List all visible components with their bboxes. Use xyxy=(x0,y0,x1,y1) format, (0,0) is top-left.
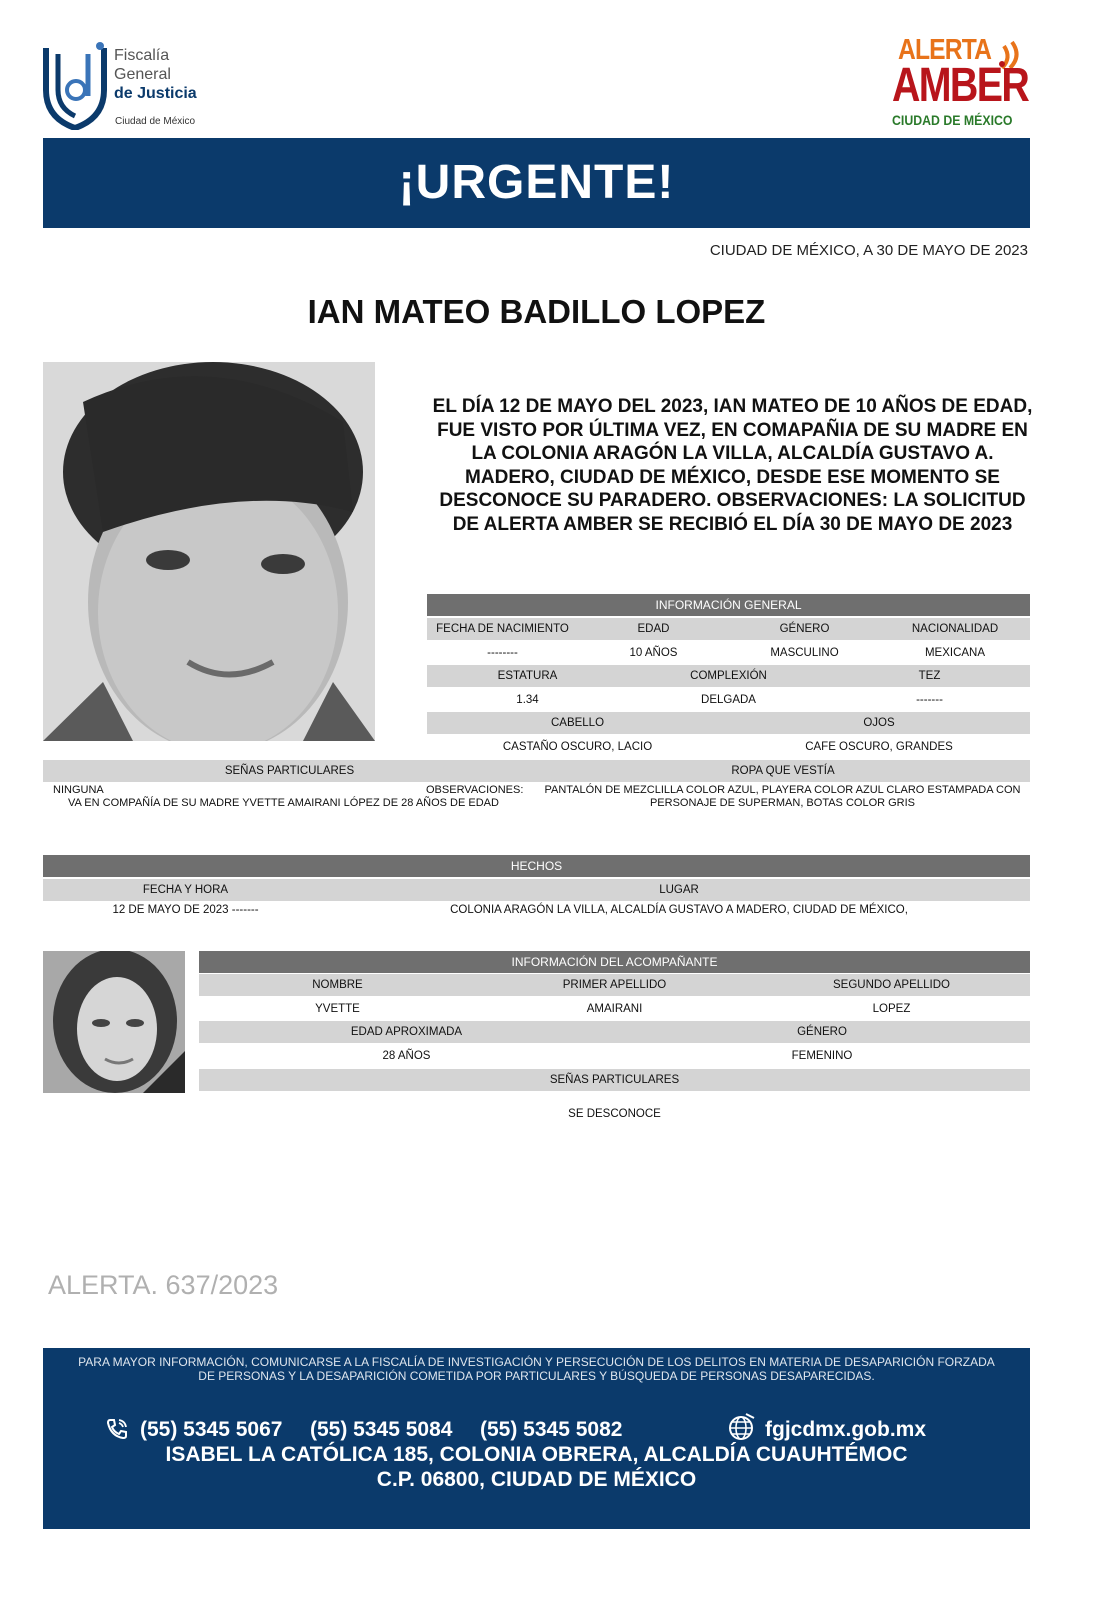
header-segundo-apellido: SEGUNDO APELLIDO xyxy=(833,979,950,991)
general-info-row3-values xyxy=(427,736,1030,758)
header-edad: EDAD xyxy=(637,623,670,635)
date-line: CIUDAD DE MÉXICO, A 30 DE MAYO DE 2023 xyxy=(709,242,1028,259)
urgent-banner xyxy=(43,138,1030,228)
hechos-header-bar xyxy=(43,855,1030,877)
marks-header-bar xyxy=(43,760,1030,782)
ropa-value: PANTALÓN DE MEZCLILLA COLOR AZUL, PLAYERA COLOR AZUL CLARO ESTAMPADA CON PERSONAJE DE SUPERMAN, BOTAS COLOR GRIS xyxy=(544,784,1021,809)
hechos-values xyxy=(43,899,1030,921)
header-estatura: ESTATURA xyxy=(497,670,558,682)
general-info-row1-headers xyxy=(427,618,1030,640)
companion-row2-headers xyxy=(199,1021,1030,1043)
value-estatura: 1.34 xyxy=(516,694,539,706)
companion-photo xyxy=(43,951,185,1093)
address-line2: C.P. 06800, CIUDAD DE MÉXICO xyxy=(376,1468,697,1491)
amber-line1: ALERTA xyxy=(898,34,992,66)
person-name: IAN MATEO BADILLO LOPEZ xyxy=(307,293,766,330)
phone-3: (55) 5345 5082 xyxy=(480,1418,623,1441)
fgj-logo-line3: de Justicia xyxy=(114,85,197,102)
child-portrait-icon xyxy=(43,362,375,741)
value-primer-apellido: AMAIRANI xyxy=(586,1003,643,1015)
companion-title: INFORMACIÓN DEL ACOMPAÑANTE xyxy=(511,955,718,969)
value-nacionalidad: MEXICANA xyxy=(924,647,986,659)
general-info-header-bar xyxy=(427,594,1030,616)
companion-row2-values xyxy=(199,1045,1030,1067)
header-tez: TEZ xyxy=(918,670,941,682)
senas-value: NINGUNA xyxy=(53,784,104,796)
value-lugar: COLONIA ARAGÓN LA VILLA, ALCALDÍA GUSTAVO A MADERO, CIUDAD DE MÉXICO, xyxy=(450,904,908,916)
address-line1: ISABEL LA CATÓLICA 185, COLONIA OBRERA, ALCALDÍA CUAUHTÉMOC xyxy=(165,1443,908,1466)
hechos-column-headers xyxy=(43,879,1030,901)
companion-header-bar xyxy=(199,951,1030,973)
general-info-row2-headers xyxy=(427,665,1030,687)
alerta-amber-logo xyxy=(888,34,1038,132)
alert-number: ALERTA. 637/2023 xyxy=(48,1270,279,1300)
header-complexion: COMPLEXIÓN xyxy=(690,670,767,682)
value-cabello: CASTAÑO OSCURO, LACIO xyxy=(502,741,653,753)
fgj-logo-line2: General xyxy=(114,66,171,83)
fgj-logo-sub: Ciudad de México xyxy=(115,116,196,127)
value-companion-genero: FEMENINO xyxy=(791,1050,853,1062)
header-lugar: LUGAR xyxy=(659,884,699,896)
amber-line3: CIUDAD DE MÉXICO xyxy=(892,112,1013,128)
observaciones-value: VA EN COMPAÑÍA DE SU MADRE YVETTE AMAIRANI LÓPEZ DE 28 AÑOS DE EDAD xyxy=(68,797,499,809)
value-genero: MASCULINO xyxy=(770,647,839,659)
header-senas-particulares: SEÑAS PARTICULARES xyxy=(224,765,355,777)
header-cabello: CABELLO xyxy=(550,717,605,729)
companion-portrait-icon xyxy=(43,951,185,1093)
general-info-row1-values xyxy=(427,642,1030,664)
phone-1: (55) 5345 5067 xyxy=(140,1418,283,1441)
hechos-title: HECHOS xyxy=(510,859,563,873)
general-info-row2-values xyxy=(427,689,1030,711)
header-nacionalidad: NACIONALIDAD xyxy=(911,623,999,635)
value-fecha-nacimiento: -------- xyxy=(487,647,518,659)
fgj-logo-line1: Fiscalía xyxy=(114,47,170,64)
header-companion-genero: GÉNERO xyxy=(797,1026,847,1038)
header-fecha-hora: FECHA Y HORA xyxy=(142,884,229,896)
amber-line2: AMBER xyxy=(892,59,1029,112)
companion-row1-values xyxy=(199,998,1030,1020)
general-info-title: INFORMACIÓN GENERAL xyxy=(655,598,802,612)
value-ojos: CAFE OSCURO, GRANDES xyxy=(805,741,953,753)
phone-2: (55) 5345 5084 xyxy=(310,1418,453,1441)
companion-senas-header xyxy=(199,1069,1030,1091)
footer xyxy=(43,1348,1030,1529)
companion-senas-value: SE DESCONOCE xyxy=(568,1108,661,1120)
header-fecha-nacimiento: FECHA DE NACIMIENTO xyxy=(436,623,569,635)
companion-row1-headers xyxy=(199,974,1030,996)
website: fgjcdmx.gob.mx xyxy=(765,1418,927,1441)
general-info-row3-headers xyxy=(427,712,1030,734)
value-tez: ------- xyxy=(916,694,943,706)
header-genero: GÉNERO xyxy=(779,623,830,635)
value-complexion: DELGADA xyxy=(701,694,756,706)
header-edad-aproximada: EDAD APROXIMADA xyxy=(350,1026,463,1038)
phone-icon xyxy=(105,1417,129,1441)
header-ojos: OJOS xyxy=(863,717,895,729)
value-nombre: YVETTE xyxy=(315,1003,360,1015)
header-nombre: NOMBRE xyxy=(312,979,363,991)
header-primer-apellido: PRIMER APELLIDO xyxy=(562,979,667,991)
value-fecha-hora: 12 DE MAYO DE 2023 ------- xyxy=(112,904,259,916)
globe-icon xyxy=(726,1412,756,1442)
value-segundo-apellido: LOPEZ xyxy=(872,1003,911,1015)
observaciones-label: OBSERVACIONES: xyxy=(426,784,524,796)
header-companion-senas: SEÑAS PARTICULARES xyxy=(549,1074,680,1086)
person-description: EL DÍA 12 DE MAYO DEL 2023, IAN MATEO DE 10 AÑOS DE EDAD, FUE VISTO POR ÚLTIMA VEZ, EN COMAPAÑIA DE SU MADRE EN LA COLONIA ARAGÓN LA VILLA, ALCALDÍA GUSTAVO A. MADERO, CIUDAD DE MÉXICO, DESDE ESE MOMENTO SE DESCONOCE SU PARADERO. OBSERVACIONES: LA SOLICITUD DE ALERTA AMBER SE RECIBIÓ EL DÍA 30 DE MAYO DE 2023 xyxy=(432,396,1033,535)
fgj-logo xyxy=(42,40,222,132)
value-edad: 10 AÑOS xyxy=(629,647,678,659)
urgent-title: ¡URGENTE! xyxy=(398,156,675,209)
fgj-emblem-icon xyxy=(42,40,108,130)
footer-info: PARA MAYOR INFORMACIÓN, COMUNICARSE A LA FISCALÍA DE INVESTIGACIÓN Y PERSECUCIÓN DE LOS DELITOS EN MATERIA DE DESAPARICIÓN FORZADA DE PERSONAS Y LA DESAPARICIÓN COMETIDA POR PARTICULARES Y BÚSQUEDA DE PERSONAS DESAPARECIDAS. xyxy=(78,1355,995,1383)
header-ropa: ROPA QUE VESTÍA xyxy=(731,765,835,777)
value-edad-aproximada: 28 AÑOS xyxy=(382,1050,431,1062)
missing-person-photo xyxy=(43,362,375,741)
